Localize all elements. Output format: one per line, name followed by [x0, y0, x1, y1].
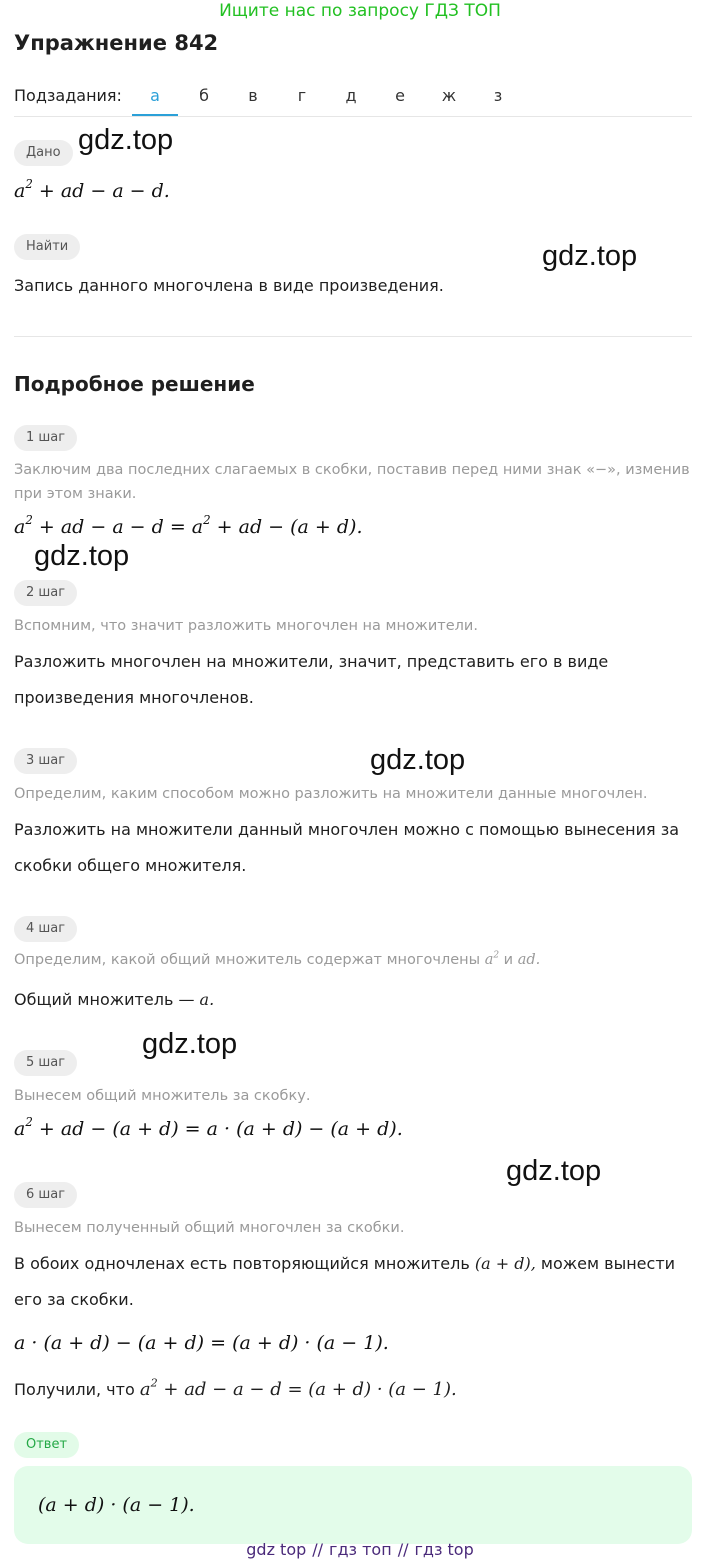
given-formula: $a^2$ + ad − a − d.: [14, 177, 170, 202]
step-4-text: [14, 982, 704, 1018]
tab-e[interactable]: е: [395, 86, 405, 105]
find-chip: Найти: [14, 234, 80, 260]
link-separator: //: [397, 1540, 409, 1559]
step-4-hint-math-2: ad.: [517, 952, 541, 968]
tab-a[interactable]: а: [132, 80, 178, 117]
step-4-hint-and: и: [503, 952, 514, 968]
given-chip: Дано: [14, 140, 73, 166]
link-gdz-top-mixed[interactable]: гдз top: [414, 1540, 474, 1559]
step-6-hint: Вынесем полученный общий многочлен за скобки.: [14, 1220, 405, 1236]
find-text: Запись данного многочлена в виде произведения.: [14, 276, 444, 295]
step-4-hint-text: Определим, какой общий множитель содержат многочлены: [14, 952, 481, 968]
watermark: gdz.top: [142, 1028, 238, 1060]
bottom-links: [0, 1540, 720, 1559]
answer-box: [14, 1466, 692, 1544]
watermark: gdz.top: [542, 240, 638, 272]
watermark: gdz.top: [34, 540, 130, 572]
step-6-result-prefix: Получили, что: [14, 1380, 135, 1399]
step-3-chip: 3 шаг: [14, 748, 77, 774]
solution-title: Подробное решение: [14, 372, 255, 396]
step-4-text-prefix: Общий множитель —: [14, 990, 195, 1009]
tab-zh[interactable]: ж: [441, 86, 457, 105]
step-6-chip: 6 шаг: [14, 1182, 77, 1208]
answer-formula: (a + d) · (a − 1).: [38, 1494, 195, 1516]
subtasks-label: Подзадания:: [14, 86, 122, 105]
step-3-hint: Определим, каким способом можно разложить на множители данные многочлен.: [14, 786, 648, 802]
step-6-text-suffix: можем вынести: [540, 1254, 676, 1273]
page-title: Упражнение 842: [14, 31, 219, 55]
step-6-result-math: $a^2$ + ad − a − d = (a + d) · (a − 1).: [139, 1376, 457, 1400]
step-2-chip: 2 шаг: [14, 580, 77, 606]
step-6-text-line2: его за скобки.: [14, 1290, 134, 1309]
step-6-text-math: (a + d),: [474, 1254, 536, 1273]
watermark: gdz.top: [78, 124, 174, 156]
section-divider: [14, 336, 692, 337]
tab-g[interactable]: г: [297, 86, 307, 105]
step-4-hint: [14, 948, 704, 972]
step-4-chip: 4 шаг: [14, 916, 77, 942]
link-separator: //: [312, 1540, 324, 1559]
watermark: gdz.top: [506, 1155, 602, 1187]
link-gdz-top[interactable]: gdz top: [246, 1540, 307, 1559]
tab-z[interactable]: з: [493, 86, 503, 105]
step-2-hint: Вспомним, что значит разложить многочлен на множители.: [14, 618, 478, 634]
step-4-text-math: a.: [199, 990, 215, 1009]
search-banner: Ищите нас по запросу ГДЗ ТОП: [219, 1, 501, 21]
step-3-text: Разложить на множители данный многочлен можно с помощью вынесения за скобки общего множителя.: [14, 820, 680, 875]
link-gdz-top-ru[interactable]: гдз топ: [329, 1540, 392, 1559]
answer-chip: Ответ: [14, 1432, 79, 1458]
step-5-chip: 5 шаг: [14, 1050, 77, 1076]
step-1-chip: 1 шаг: [14, 425, 77, 451]
step-6-text: [14, 1246, 704, 1282]
step-5-hint: Вынесем общий множитель за скобку.: [14, 1088, 311, 1104]
step-6-formula: a · (a + d) − (a + d) = (a + d) · (a − 1).: [14, 1332, 389, 1354]
step-1-formula: $a^2$ + ad − $a - d = a^2$ + ad − (a + d).: [14, 513, 363, 538]
step-1-hint: Заключим два последних слагаемых в скобки, поставив перед ними знак «−», изменив при этом знаки.: [14, 462, 690, 502]
tab-b[interactable]: б: [199, 86, 209, 105]
step-6-text-prefix: В обоих одночленах есть повторяющийся множитель: [14, 1254, 470, 1273]
watermark: gdz.top: [370, 744, 466, 776]
step-5-formula: $a^2$ + ad − (a + d) = a · (a + d) − (a + d).: [14, 1115, 403, 1140]
step-2-text: Разложить многочлен на множители, значит, представить его в виде произведения многочленов.: [14, 652, 609, 707]
tab-v[interactable]: в: [248, 86, 258, 105]
step-6-result: [14, 1372, 704, 1408]
step-4-hint-math-1: $a^2$: [484, 950, 500, 968]
tab-d[interactable]: д: [345, 86, 357, 105]
tabs-divider: [14, 116, 692, 117]
